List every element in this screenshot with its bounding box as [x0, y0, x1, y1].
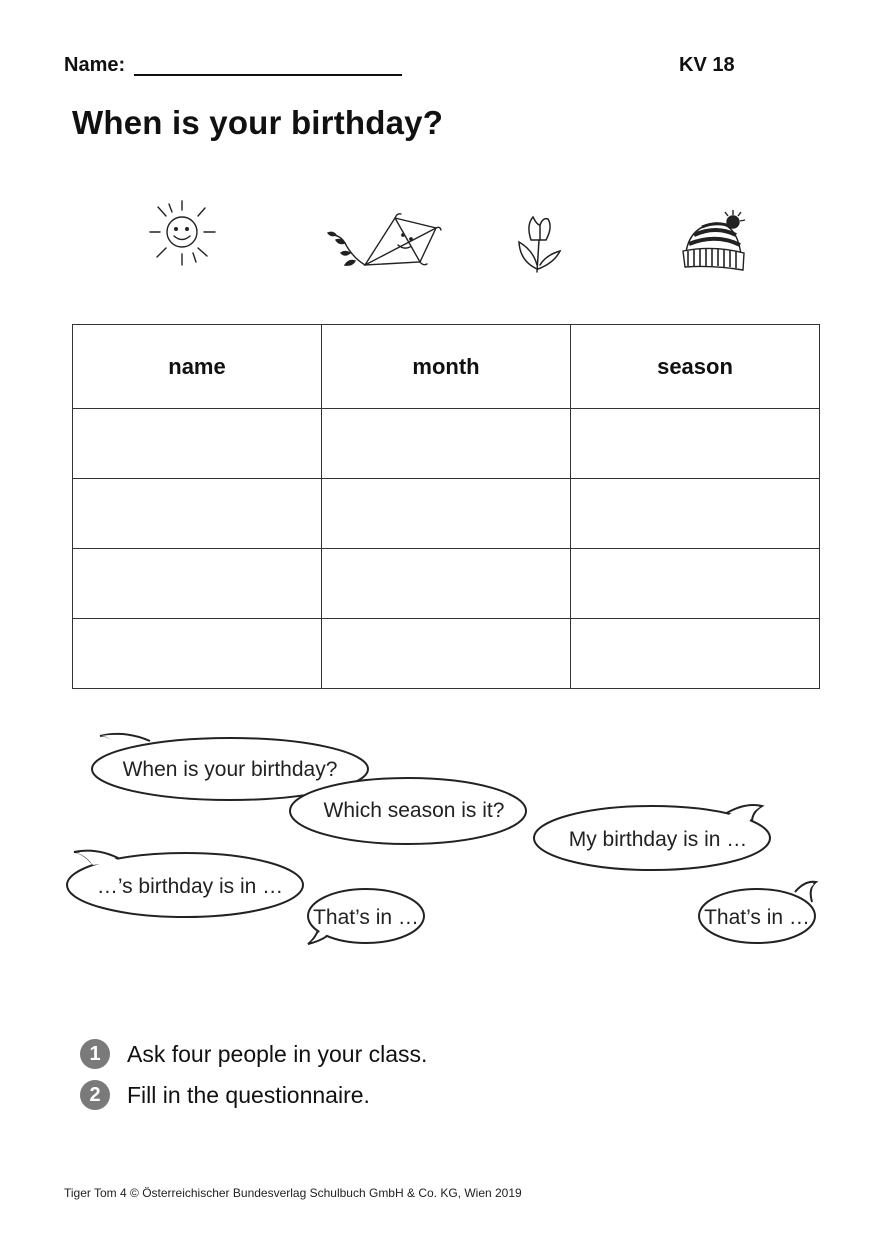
instruction-text: Fill in the questionnaire.	[127, 1081, 370, 1108]
season-cell[interactable]	[571, 619, 820, 689]
month-cell[interactable]	[322, 409, 571, 479]
winter-hat-icon	[683, 210, 745, 270]
table-row	[73, 549, 820, 619]
instruction-text: Ask four people in your class.	[127, 1040, 428, 1067]
table-row	[73, 479, 820, 549]
speech-bubble-3	[534, 805, 770, 870]
name-label: Name:	[64, 54, 126, 76]
speech-bubble-6	[699, 882, 816, 943]
bubble-text-4: …’s birthday is in …	[96, 875, 284, 898]
sun-icon	[150, 201, 215, 265]
column-header-month: month	[322, 325, 571, 409]
bubble-text-6: That’s in …	[704, 906, 810, 929]
season-cell[interactable]	[571, 479, 820, 549]
table-row	[73, 619, 820, 689]
bubble-text-5: That’s in …	[313, 906, 419, 929]
speech-bubble-5	[308, 889, 424, 944]
bubble-text-1: When is your birthday?	[122, 758, 338, 781]
step-number-badge: 2	[80, 1080, 110, 1110]
kite-icon	[328, 214, 441, 265]
name-cell[interactable]	[73, 619, 322, 689]
month-cell[interactable]	[322, 479, 571, 549]
instruction-item	[80, 1034, 427, 1074]
speech-bubbles	[0, 720, 890, 960]
name-cell[interactable]	[73, 549, 322, 619]
season-cell[interactable]	[571, 549, 820, 619]
column-header-season: season	[571, 325, 820, 409]
name-field[interactable]	[134, 74, 402, 76]
bubble-text-2: Which season is it?	[323, 799, 505, 822]
step-number-badge: 1	[80, 1039, 110, 1069]
instructions	[80, 1034, 427, 1116]
instruction-item	[80, 1075, 427, 1115]
month-cell[interactable]	[322, 549, 571, 619]
copyright-footer: Tiger Tom 4 © Österreichischer Bundesverlag Schulbuch GmbH & Co. KG, Wien 2019	[64, 1186, 522, 1200]
name-cell[interactable]	[73, 409, 322, 479]
month-cell[interactable]	[322, 619, 571, 689]
season-cell[interactable]	[571, 409, 820, 479]
season-illustrations	[0, 195, 890, 285]
page-title: When is your birthday?	[72, 104, 444, 141]
column-header-name: name	[73, 325, 322, 409]
speech-bubble-4	[67, 851, 303, 917]
bubble-text-3: My birthday is in …	[568, 828, 748, 851]
questionnaire-table	[72, 324, 820, 689]
speech-bubble-2	[290, 778, 526, 844]
worksheet-code: KV 18	[679, 54, 735, 76]
name-cell[interactable]	[73, 479, 322, 549]
tulip-icon	[519, 217, 560, 272]
table-row	[73, 409, 820, 479]
